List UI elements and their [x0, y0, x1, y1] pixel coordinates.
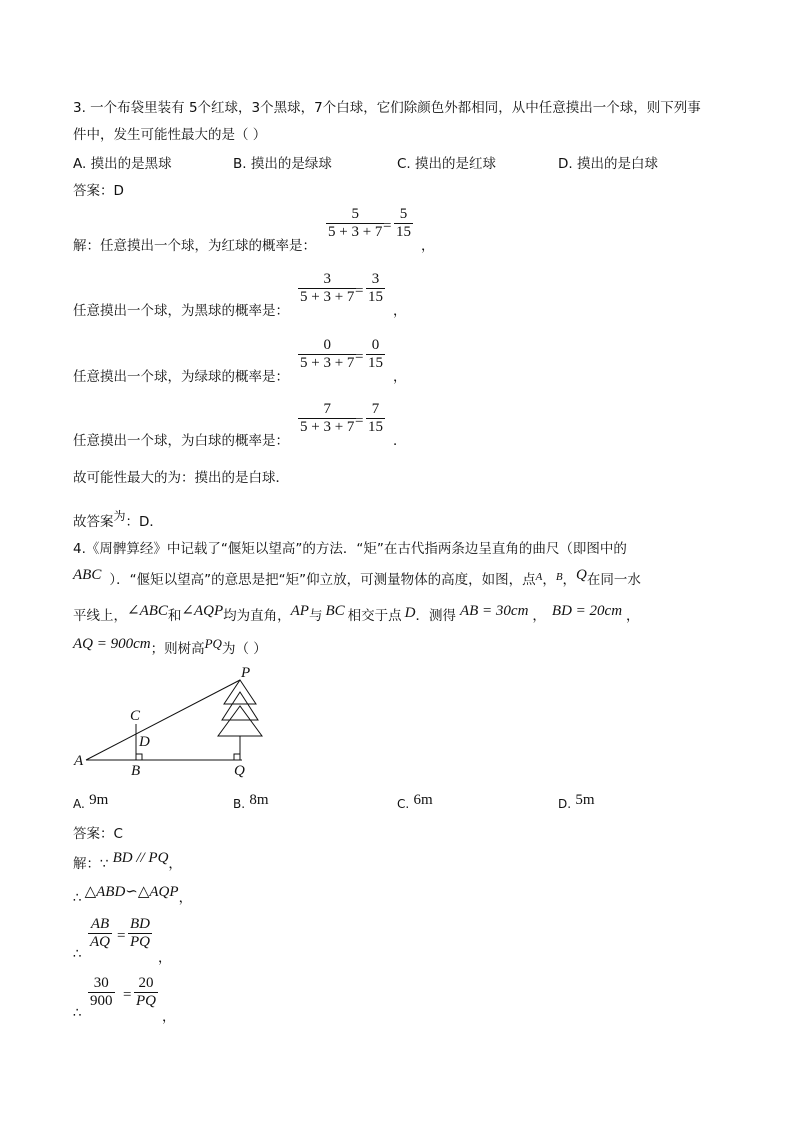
q4-stem-line3 [73, 604, 640, 625]
comma: ， [158, 950, 172, 966]
q4-answer: 答案：C [73, 826, 123, 842]
q3-stem-line2: 件中，发生可能性最大的是（ ） [73, 127, 267, 143]
q3-option-c: C. 摸出的是红球 [397, 156, 497, 172]
tree-icon [218, 680, 262, 760]
prob-green-fraction [298, 337, 356, 372]
numerator: 20 [138, 975, 154, 991]
prob-white-result [366, 401, 385, 436]
comma: ， [162, 1009, 176, 1025]
prob-green-text: 任意摸出一个球，为绿球的概率是： [73, 369, 289, 385]
comma: ， [626, 608, 640, 624]
numerator: AB [90, 916, 110, 932]
q3-option-d: D. 摸出的是白球 [558, 156, 658, 172]
denominator: 900 [90, 993, 113, 1009]
prob-white-fraction [298, 401, 356, 436]
denominator: 5 + 3 + 7 [328, 224, 383, 240]
prob-red-fraction [326, 206, 384, 241]
prob-black-result [366, 271, 385, 306]
q4-text: 相交于点 [347, 608, 402, 624]
comma: ， [562, 572, 577, 588]
numerator: 5 [351, 206, 359, 222]
aq-equation: AQ = 900cm [73, 636, 151, 652]
q4-text: 均为直角， [223, 608, 291, 624]
ratio-right [128, 916, 152, 951]
denominator: PQ [136, 993, 156, 1009]
q3-answer: 答案：D [73, 183, 124, 199]
q4-text: 和 [167, 608, 182, 624]
denominator: 15 [396, 224, 411, 240]
parallel-expr: BD // PQ [112, 850, 169, 866]
equals-sign: = [117, 928, 126, 944]
q4-text: ）．“偃矩以望高”的意思是把“矩”仰立放，可测量物体的高度，如图，点 [109, 572, 536, 588]
option-value: 6m [413, 792, 433, 808]
comma: ， [542, 572, 556, 588]
q3-conclusion: 故可能性最大的为：摸出的是白球． [73, 470, 289, 486]
q4-solution-line1 [73, 852, 182, 873]
right-angle-b [136, 754, 142, 760]
numerator: 3 [323, 271, 331, 287]
prob-green-result [366, 337, 385, 372]
comma: ， [532, 608, 546, 624]
final-text: 故答案 [73, 514, 114, 530]
q4-stem-line4 [73, 637, 267, 658]
point-a: A [535, 571, 543, 583]
q4-option-c [397, 792, 433, 809]
q4-text: 为（ ） [221, 641, 267, 657]
q4-text: 平线上， [73, 608, 127, 624]
ratio-left [88, 916, 112, 951]
numerator: BD [130, 916, 150, 932]
label-p: P [241, 665, 251, 681]
prob-red-result [394, 206, 413, 241]
q4-text: 在同一水 [586, 572, 641, 588]
q4-stem-line1: 4.《周髀算经》中记载了“偃矩以望高”的方法．“矩”在古代指两条边呈直角的曲尺（即图中的 [73, 541, 627, 557]
final-letter: ：D． [125, 514, 163, 530]
denominator: 5 + 3 + 7 [300, 355, 355, 371]
label-d: D [139, 734, 150, 750]
comma: ， [178, 890, 193, 906]
q3-option-a: A. 摸出的是黑球 [73, 156, 172, 172]
point-b: B [555, 571, 563, 583]
prob-white-text: 任意摸出一个球，为白球的概率是： [73, 433, 289, 449]
option-letter: B. [233, 797, 246, 811]
option-letter: D. [558, 797, 572, 811]
abc-symbol: ABC [73, 567, 102, 583]
therefore-sign: ∴ [73, 946, 82, 962]
right-angle-q [234, 754, 240, 760]
label-a: A [74, 753, 84, 769]
line-ap [86, 680, 240, 760]
numerator: 0 [371, 337, 380, 353]
numerator: 30 [93, 975, 109, 991]
numerator: 7 [323, 401, 331, 417]
solution-prefix: 解：∵ [73, 856, 109, 872]
q3-final-answer [73, 510, 163, 530]
q3-solution-label [73, 234, 316, 254]
option-value: 5m [575, 792, 595, 808]
segment-pq: PQ [204, 636, 222, 651]
denominator: 15 [368, 289, 383, 305]
segment-bc: BC [325, 603, 345, 619]
numerator: 0 [323, 337, 331, 353]
option-letter: C. [397, 797, 410, 811]
label-b: B [131, 763, 141, 779]
numerator: 3 [371, 271, 380, 287]
ratio-values-left [88, 975, 115, 1010]
q3-stem-line1: 3. 一个布袋里装有 5个红球，3个黑球，7个白球，它们除颜色外都相同，从中任意摸出一个球，则下列事 [73, 100, 701, 116]
equals-sign: = [355, 413, 364, 429]
option-value: 8m [249, 792, 269, 808]
q4-solution-line2 [73, 886, 192, 907]
ab-equation: AB = 30cm [459, 603, 529, 619]
prob-black-fraction [298, 271, 356, 306]
q4-option-b [233, 792, 269, 809]
ratio-values-right [134, 975, 158, 1010]
numerator: 5 [399, 206, 408, 222]
q4-option-a [73, 792, 108, 809]
option-value: 9m [89, 792, 109, 808]
point-d: D [404, 605, 416, 621]
solution-prefix: 解： [73, 238, 100, 254]
geometry-figure [70, 662, 290, 782]
numerator: 7 [371, 401, 380, 417]
punct: ， [393, 303, 407, 319]
angle-abc: ∠ABC [127, 603, 168, 619]
segment-ap: AP [290, 603, 309, 619]
equals-sign: = [383, 218, 392, 234]
label-q: Q [234, 763, 245, 779]
denominator: PQ [130, 934, 150, 950]
q3-option-b: B. 摸出的是绿球 [233, 156, 332, 172]
bd-equation: BD = 20cm [551, 603, 623, 619]
equals-sign: = [355, 283, 364, 299]
q4-stem-line2 [73, 568, 641, 589]
prob-red-text: 任意摸出一个球，为红球的概率是： [100, 238, 316, 254]
point-q: Q [576, 567, 587, 583]
comma: ， [168, 856, 182, 872]
final-wei: 为 [113, 509, 126, 523]
punct: ， [421, 238, 435, 254]
therefore-sign: ∴ [73, 890, 82, 906]
q4-text: ．测得 [415, 608, 456, 624]
similar-expr: △ABD∽△AQP [84, 884, 179, 900]
punct: ， [393, 369, 407, 385]
denominator: 5 + 3 + 7 [300, 419, 355, 435]
denominator: 15 [368, 355, 383, 371]
denominator: 15 [368, 419, 383, 435]
q4-option-d [558, 792, 595, 809]
punct: ． [393, 433, 407, 449]
denominator: 5 + 3 + 7 [300, 289, 355, 305]
therefore-sign: ∴ [73, 1005, 82, 1021]
prob-black-text: 任意摸出一个球，为黑球的概率是： [73, 303, 289, 319]
denominator: AQ [90, 934, 110, 950]
q4-text: 与 [308, 608, 323, 624]
equals-sign: = [123, 987, 132, 1003]
equals-sign: = [355, 349, 364, 365]
option-letter: A. [73, 797, 85, 811]
angle-aqp: ∠AQP [181, 603, 224, 619]
label-c: C [130, 708, 141, 724]
q4-text: ；则树高 [150, 641, 205, 657]
